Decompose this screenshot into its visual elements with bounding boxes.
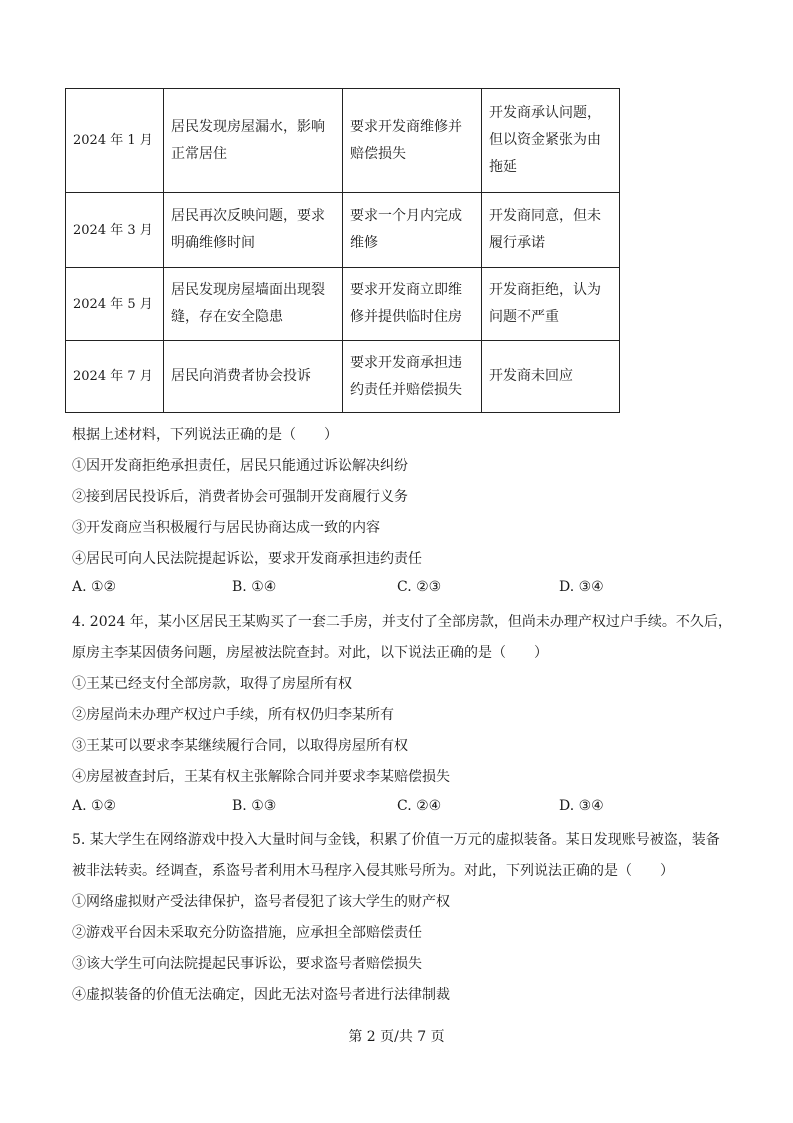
- statement-1: ①王某已经支付全部房款，取得了房屋所有权: [72, 676, 352, 692]
- question-stem: 根据上述材料，下列说法正确的是（ ）: [72, 427, 338, 443]
- option-b[interactable]: B. ①③: [232, 798, 277, 814]
- response-cell: 开发商未回应: [482, 341, 620, 413]
- table-row: [66, 89, 620, 193]
- question-stem: 4. 2024 年，某小区居民王某购买了一套二手房，并支付了全部房款，但尚未办理产权过户手续。不久后，: [72, 614, 732, 630]
- statement-2: ②游戏平台因未采取充分防盗措施，应承担全部赔偿责任: [72, 925, 422, 941]
- request-cell: 要求一个月内完成维修: [343, 193, 482, 268]
- statement-1: ①因开发商拒绝承担责任，居民只能通过诉讼解决纠纷: [72, 458, 408, 474]
- statement-4: ④居民可向人民法院提起诉讼，要求开发商承担违约责任: [72, 551, 422, 567]
- statement-2: ②接到居民投诉后，消费者协会可强制开发商履行义务: [72, 489, 408, 505]
- statement-4: ④房屋被查封后，王某有权主张解除合同并要求李某赔偿损失: [72, 769, 450, 785]
- response-cell: 开发商同意，但未履行承诺: [482, 193, 620, 268]
- question-stem-continued: 原房主李某因债务问题，房屋被法院查封。对此，以下说法正确的是（ ）: [72, 645, 548, 661]
- table-row: [66, 341, 620, 413]
- request-cell: 要求开发商承担违约责任并赔偿损失: [343, 341, 482, 413]
- date-cell: 2024 年 1 月: [66, 89, 164, 193]
- response-cell: 开发商承认问题，但以资金紧张为由拖延: [482, 89, 620, 193]
- request-cell: 要求开发商立即维修并提供临时住房: [343, 268, 482, 341]
- date-cell: 2024 年 7 月: [66, 341, 164, 413]
- statement-2: ②房屋尚未办理产权过户手续，所有权仍归李某所有: [72, 707, 394, 723]
- event-cell: 居民发现房屋墙面出现裂缝，存在安全隐患: [164, 268, 343, 341]
- question-stem-continued: 被非法转卖。经调查，系盗号者利用木马程序入侵其账号所为。对此，下列说法正确的是（ ）: [72, 863, 674, 879]
- table-row: [66, 193, 620, 268]
- date-cell: 2024 年 3 月: [66, 193, 164, 268]
- statement-3: ③开发商应当积极履行与居民协商达成一致的内容: [72, 520, 380, 536]
- event-cell: 居民向消费者协会投诉: [164, 341, 343, 413]
- event-cell: 居民发现房屋漏水，影响正常居住: [164, 89, 343, 193]
- statement-1: ①网络虚拟财产受法律保护，盗号者侵犯了该大学生的财产权: [72, 894, 450, 910]
- option-a[interactable]: A. ①②: [72, 798, 117, 814]
- option-d[interactable]: D. ③④: [559, 579, 604, 595]
- table-row: [66, 268, 620, 341]
- statement-3: ③该大学生可向法院提起民事诉讼，要求盗号者赔偿损失: [72, 956, 422, 972]
- statement-4: ④虚拟装备的价值无法确定，因此无法对盗号者进行法律制裁: [72, 987, 450, 1003]
- request-cell: 要求开发商维修并赔偿损失: [343, 89, 482, 193]
- response-cell: 开发商拒绝，认为问题不严重: [482, 268, 620, 341]
- question-stem: 5. 某大学生在网络游戏中投入大量时间与金钱，积累了价值一万元的虚拟装备。某日发现账号被盗，装备: [72, 832, 720, 848]
- option-d[interactable]: D. ③④: [559, 798, 604, 814]
- option-a[interactable]: A. ①②: [72, 579, 117, 595]
- statement-3: ③王某可以要求李某继续履行合同，以取得房屋所有权: [72, 738, 408, 754]
- option-c[interactable]: C. ②③: [397, 579, 442, 595]
- events-table: [65, 88, 620, 413]
- option-b[interactable]: B. ①④: [232, 579, 277, 595]
- option-c[interactable]: C. ②④: [397, 798, 442, 814]
- date-cell: 2024 年 5 月: [66, 268, 164, 341]
- page-footer: 第 2 页/共 7 页: [348, 1029, 445, 1045]
- event-cell: 居民再次反映问题，要求明确维修时间: [164, 193, 343, 268]
